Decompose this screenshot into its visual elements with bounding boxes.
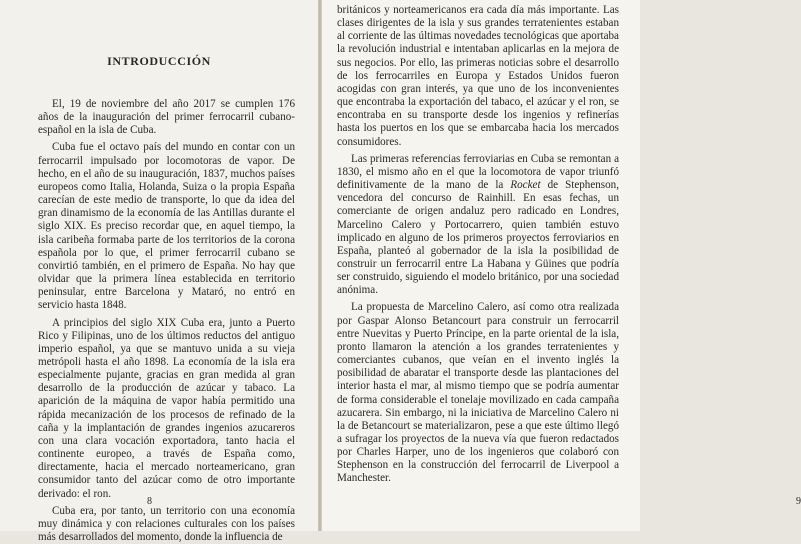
paragraph: La propuesta de Marcelino Calero, así como otra realizada por Gaspar Alonso Betancourt para construir un ferrocarril entre Nuevitas y Puerto Príncipe, en la parte oriental de la isla, pronto llamaron la atención a los grandes terratenientes y comerciantes cubanos, que veían en el invento inglés la posibilidad de abaratar el transporte desde las plantaciones del interior hasta el mar, al mismo tiempo que se podría aumentar de forma considerable el tonelaje movilizado en cada campaña azucarera. Sin embargo, ni la iniciativa de Marcelino Calero ni la de Betancourt se materializaron, pese a que este último llegó a sufragar los proyectos de la nueva vía que fueron redactados por Charles Harper, uno de los ingenieros que colaboró con Stephenson en la construcción del ferrocarril de Liverpool a Manchester. [337,301,619,485]
paragraph: El, 19 de noviembre del año 2017 se cumplen 176 años de la inauguración del primer ferrocarril cubano-español en la isla de Cuba. [38,98,295,137]
left-page [0,0,318,543]
paragraph: Cuba fue el octavo país del mundo en contar con un ferrocarril impulsado por locomotoras de vapor. De hecho, en el año de su inauguración, 1837, muchos países europeos como Italia, Holanda, Suiza o la propia España carecían de este medio de transporte, lo que da idea del gran dinamismo de la economía de las Antillas durante el siglo XIX. Es preciso recordar que, en aquel tiempo, la isla caribeña formaba parte de los territorios de la corona española por lo que, el primer ferrocarril cubano se convirtió también, en el primero de España. No hay que olvidar que la primera línea establecida en territorio peninsular, entre Barcelona y Mataró, no entró en servicio hasta 1848. [38,141,295,312]
page-number: 8 [147,496,152,507]
page-number: 9 [796,496,801,507]
right-page-text [337,4,619,486]
paragraph [337,153,619,298]
paragraph: A principios del siglo XIX Cuba era, junto a Puerto Rico y Filipinas, uno de los últimos reductos del antiguo imperio español, ya que se mantuvo unida a su vieja metrópoli hasta el año 1898. La economía de la isla era especialmente pujante, gracias en gran medida al gran desarrollo de la producción de azúcar y tabaco. La aparición de la máquina de vapor había permitido una rápida mecanización de los procesos de refinado de la caña y la implantación de grandes ingenios azucareros con una clara vocación exportadora, tanto hacia el continente europeo, a través de España como, directamente, hacia el mercado norteamericano, gran consumidor tanto del azúcar como de otro importante derivado: el ron. [38,316,295,500]
paragraph-text: de Stephenson, vencedora del concurso de Rainhill. En esas fechas, un comerciante de origen andaluz pero radicado en Londres, Marcelino Calero y Portocarrero, quien también estuvo implicado en alguno de los primeros proyectos ferroviarios en España, planteó al gobernador de la isla la posibilidad de construir un ferrocarril entre La Habana y Güines que podría ser construido, siguiendo el modelo británico, por una sociedad anónima. [337,179,619,297]
left-page-text [38,98,295,544]
chapter-title: INTRODUCCIÓN [107,54,211,68]
italic-title: Rocket [510,179,541,192]
paragraph-text: Las primeras referencias ferroviarias en Cuba se remontan a 1830, el mismo año en el que la locomotora de vapor triunfó definitivamente de la mano de la [337,152,619,192]
paragraph: Cuba era, por tanto, un territorio con una economía muy dinámica y con relaciones culturales con los países más desarrollados del momento, donde la influencia de [38,504,295,543]
paragraph: británicos y norteamericanos era cada día más importante. Las clases dirigentes de la isla y sus grandes terratenientes estaban al corriente de las últimas novedades tecnológicas que aportaba la revolución industrial e intentaban aplicarlas en la mejora de sus negocios. Por ello, las primeras noticias sobre el desarrollo de los ferrocarriles en Europa y Estados Unidos fueron acogidas con gran interés, ya que uno de los inconvenientes que encontraba la exportación del tabaco, el azúcar y el ron, se encontraba en su transporte desde los ingenios y refinerías hasta los puertos en los que se embarcaba hacia los mercados consumidores. [337,4,619,148]
